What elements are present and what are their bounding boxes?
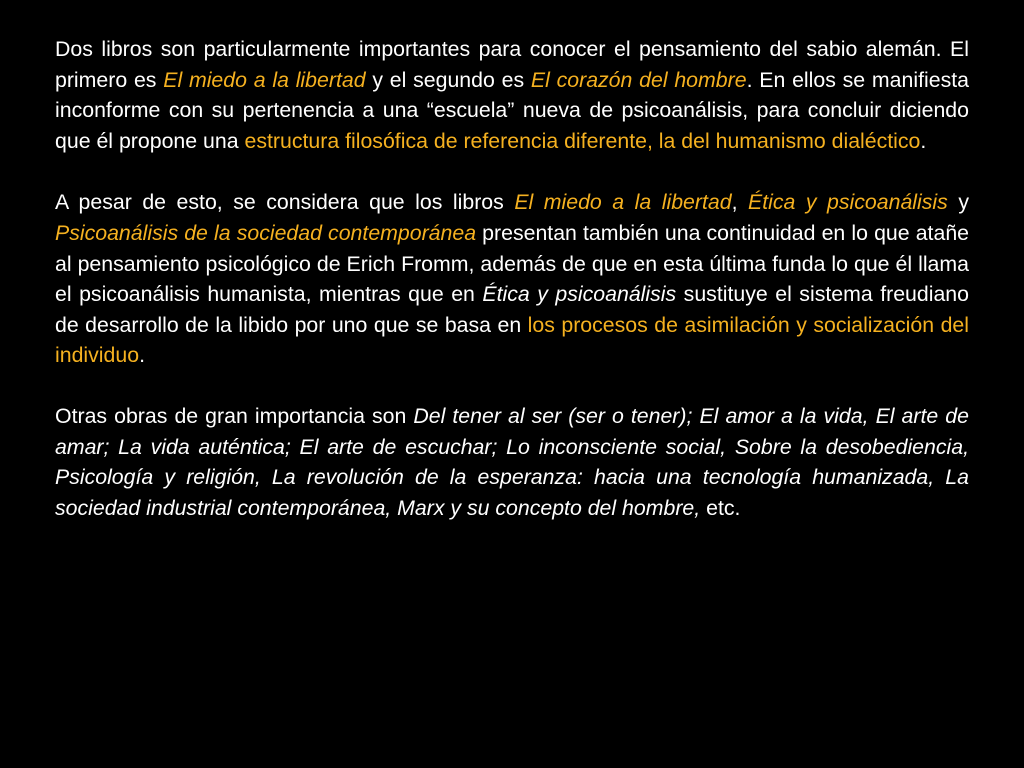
p3-text-2: etc. (700, 495, 741, 520)
highlight-procesos-asimilacion: los procesos de asimilación y socialización del individuo (55, 312, 969, 368)
p1-text-3: . En ellos se manifiesta inconforme con su pertenencia a una “escuela” nueva de psicoanálisis, para concluir diciendo que él propone una (55, 67, 969, 153)
p2-text-4: presentan también una continuidad en lo que atañe al pensamiento psicológico de Erich Fromm, además de que en esta última funda lo que él llama el psicoanálisis humanista, mientras que en (55, 220, 970, 307)
book-title-miedo-libertad: El miedo a la libertad (163, 67, 366, 92)
book-title-miedo-libertad-2: El miedo a la libertad (514, 190, 732, 215)
p2-text-3: y (947, 190, 969, 215)
paragraph-continuity (55, 187, 969, 371)
slide-body (55, 34, 969, 554)
p1-text-1: Dos libros son particularmente importantes para conocer el pensamiento del sabio alemán. El primero es (55, 37, 969, 92)
p1-text-2: y el segundo es (365, 67, 531, 92)
p2-text-2: , (731, 190, 749, 215)
p3-text-1: Otras obras de gran importancia son (55, 403, 414, 428)
book-title-etica-psicoanalisis: Ética y psicoanálisis (748, 190, 948, 215)
p2-text-6: . (139, 343, 145, 368)
other-works-list: Del tener al ser (ser o tener); El amor a la vida, El arte de amar; La vida auténtica; El arte de escuchar; Lo inconsciente social, Sobre la desobediencia, Psicología y religión, La revolución de la esperanza: hacia una tecnología humanizada, La sociedad industrial contemporánea, Marx y su concepto del hombre, (55, 403, 969, 520)
p1-text-4: . (920, 128, 927, 153)
p2-text-1: A pesar de esto, se considera que los libros (55, 190, 515, 215)
paragraph-two-books (55, 34, 969, 156)
book-title-corazon-hombre: El corazón del hombre (530, 67, 747, 92)
book-title-etica-psicoanalisis-2: Ética y psicoanálisis (482, 282, 677, 307)
book-title-psicoanalisis-sociedad: Psicoanálisis de la sociedad contemporánea (55, 220, 477, 245)
p2-text-5: sustituye el sistema freudiano de desarrollo de la libido por uno que se basa en (55, 282, 969, 337)
paragraph-other-works (55, 401, 969, 523)
highlight-humanismo-dialectico: estructura filosófica de referencia diferente, la del humanismo dialéctico (244, 128, 921, 153)
